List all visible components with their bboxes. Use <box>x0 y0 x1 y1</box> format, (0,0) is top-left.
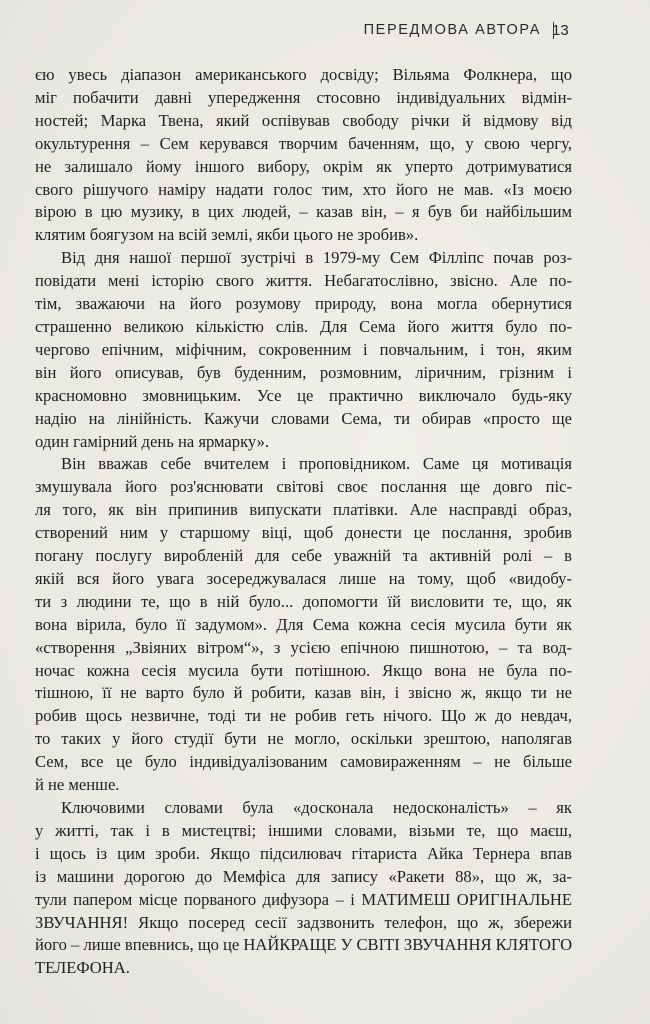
body-text <box>35 64 572 980</box>
text-line: черговo епічним, міфічним, сокровенним і повчальним, і тон, яким <box>35 339 572 359</box>
text-line: й не менше. <box>35 775 120 795</box>
text-line: Ключовими словами була «досконала недосконалість» – як <box>61 798 572 817</box>
text-line: страшенно великою кількістю слів. Для Сема його життя було по- <box>35 316 572 336</box>
running-title: ПЕРЕДМОВА АВТОРА <box>363 22 541 38</box>
text-line: і щось із цим зроби. Якщо підсилювач гітариста Айка Тернера впав <box>35 843 572 863</box>
text-line: він його описував, був буденним, розмовним, ліричним, грізним і <box>35 362 572 382</box>
text-line: якій вся його увага зосереджувалася лише на тому, щоб «видобу- <box>35 568 572 588</box>
text-line: не залишало йому іншого вибору, окрім як уперто дотримуватися <box>35 156 572 176</box>
paragraph <box>35 247 572 453</box>
page-number: 13 <box>552 21 569 39</box>
paragraph <box>35 453 572 797</box>
text-line: красномовно змовницьким. Усе це практично виключало будь-яку <box>35 385 572 405</box>
text-line: тули папером місце порваного дифузора – і МАТИМЕШ ОРИГІНАЛЬНЕ <box>35 889 572 909</box>
text-line: «створення „Звіяних вітром“», з усією епічною пишнотою, – та вод- <box>35 637 572 657</box>
text-line: ля того, як він припинив випускати платівки. Але насправді образ, <box>35 500 572 520</box>
text-line: то таких у його студії бути не могло, оскільки зрештою, наполягав <box>35 729 572 749</box>
text-line: єю увесь діапазон американського досвіду; Вільяма Фолкнера, що <box>35 65 572 84</box>
running-head <box>364 19 568 41</box>
text-line: один гамірний день на ярмарку». <box>35 431 270 451</box>
text-line: вірою в цю музику, в цих людей, – казав він, – я був би найбільшим <box>35 202 572 222</box>
text-line: міг побачити давні упередження стосовно індивідуальних відмін- <box>35 87 572 107</box>
text-line: надію на лінійність. Кажучи словами Сема, ти обирав «просто ще <box>35 408 572 428</box>
text-line: повідати мені історію свого життя. Небагатослівно, звісно. Але по- <box>35 271 572 291</box>
text-line: окультурення – Сем керувався творчим баченням, що, у свою чергу, <box>35 133 572 153</box>
text-line: робив щось незвичне, тоді ти не робив геть нічого. Що ж до невдач, <box>35 706 572 726</box>
paragraph <box>35 64 572 247</box>
text-line: Він вважав себе вчителем і проповідником. Саме ця мотивація <box>61 454 572 474</box>
text-line: тішною, її не варто було й робити, казав він, і звісно ж, якщо ти не <box>35 683 572 703</box>
text-line: погану послугу виробленій для себе уважній та активній ролі – в <box>35 546 572 566</box>
paragraph <box>35 797 572 980</box>
text-line: його – лише впевнись, що це НАЙКРАЩЕ У СВІТІ ЗВУЧАННЯ КЛЯТОГО <box>35 935 573 955</box>
text-line: створений ним у старшому віці, щоб донести це послання, зробив <box>35 523 572 543</box>
text-line: ночас кожна сесія мусила бути потішною. Якщо вона не була по- <box>35 660 572 680</box>
text-line: клятим боягузом на всій землі, якби цього не зробив». <box>35 225 419 245</box>
text-line: із машини дорогою до Мемфіса для запису «Ракети 88», що ж, за- <box>35 866 572 886</box>
text-line: Сем, все це було індивідуалізованим самовираженням – не більше <box>35 752 572 772</box>
text-line: у житті, так і в мистецтві; іншими словами, візьми те, що маєш, <box>35 820 572 840</box>
text-line: ЗВУЧАННЯ! Якщо посеред сесії задзвонить телефон, що ж, збережи <box>35 912 572 932</box>
text-line: ностей; Марка Твена, який оспівував свободу річки й відмову від <box>35 110 572 130</box>
text-line: вона вірила, було її задумом». Для Сема кожна сесія мусила бути як <box>35 614 572 634</box>
text-line: тім, зважаючи на його розумову природу, вона могла обернутися <box>35 294 572 314</box>
text-line: змушувала його роз'яснювати світові своє послання ще довго піс- <box>35 477 572 497</box>
text-line: ти з людини те, що в ній було... допомогти їй висловити те, що, як <box>35 591 572 611</box>
text-line: Від дня нашої першої зустрічі в 1979-му Сем Філліпс почав роз- <box>61 248 572 268</box>
text-line: ТЕЛЕФОНА. <box>35 958 130 978</box>
text-line: свого рішучого наміру надати голос тим, хто його не мав. «Із моєю <box>35 179 572 199</box>
